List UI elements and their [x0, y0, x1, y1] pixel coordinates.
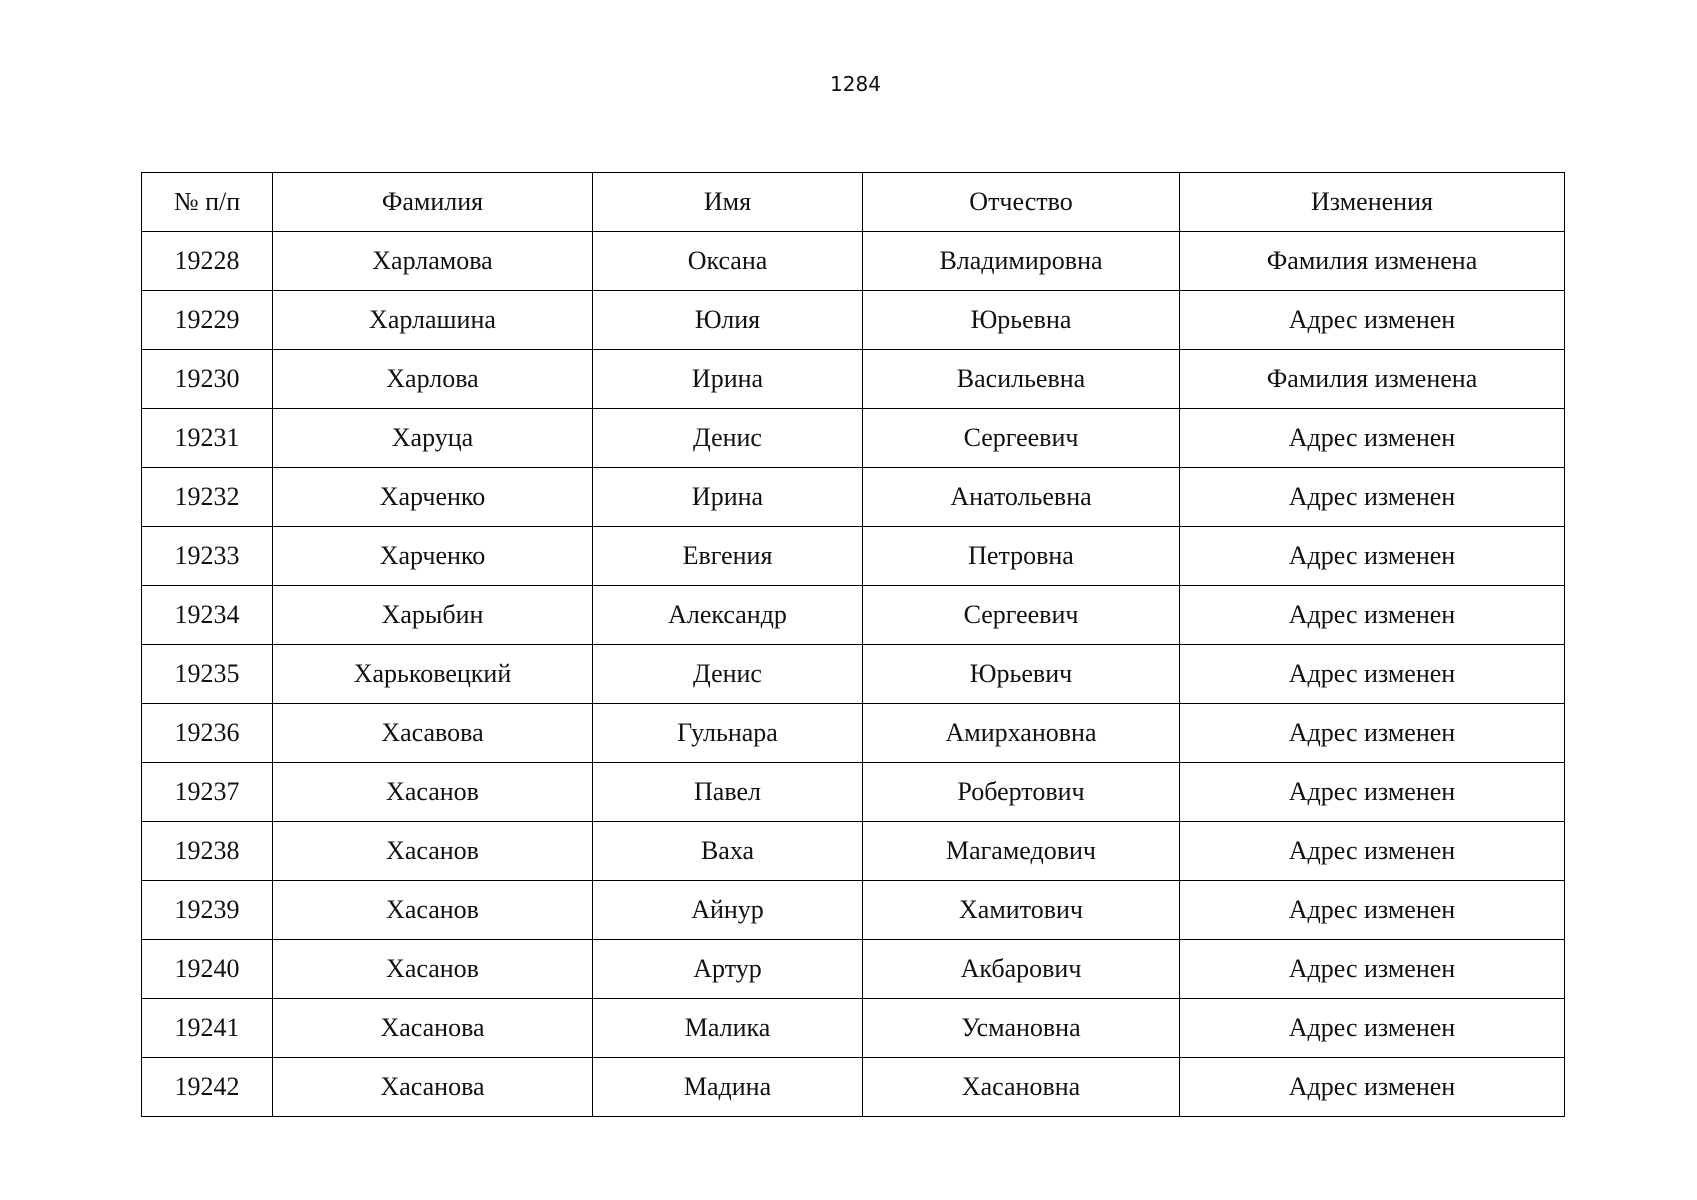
cell-first-name: Мадина [593, 1058, 863, 1117]
cell-patronymic: Владимировна [863, 232, 1180, 291]
cell-patronymic: Магамедович [863, 822, 1180, 881]
table-row [142, 527, 1565, 586]
cell-number: 19233 [142, 527, 273, 586]
cell-patronymic: Амирхановна [863, 704, 1180, 763]
table-row [142, 940, 1565, 999]
cell-changes: Адрес изменен [1180, 586, 1565, 645]
cell-changes: Адрес изменен [1180, 704, 1565, 763]
table-row [142, 881, 1565, 940]
cell-surname: Харченко [273, 468, 593, 527]
header-number: № п/п [142, 173, 273, 232]
table-row [142, 645, 1565, 704]
table-row [142, 822, 1565, 881]
table-row [142, 586, 1565, 645]
cell-number: 19237 [142, 763, 273, 822]
cell-surname: Хасанов [273, 822, 593, 881]
cell-surname: Хасанов [273, 881, 593, 940]
header-row [142, 173, 1565, 232]
cell-changes: Фамилия изменена [1180, 232, 1565, 291]
table-row [142, 1058, 1565, 1117]
table-row [142, 763, 1565, 822]
cell-changes: Адрес изменен [1180, 940, 1565, 999]
table-row [142, 291, 1565, 350]
cell-first-name: Ирина [593, 350, 863, 409]
cell-changes: Адрес изменен [1180, 999, 1565, 1058]
cell-patronymic: Анатольевна [863, 468, 1180, 527]
cell-number: 19228 [142, 232, 273, 291]
header-patronymic: Отчество [863, 173, 1180, 232]
cell-number: 19235 [142, 645, 273, 704]
cell-first-name: Айнур [593, 881, 863, 940]
cell-changes: Адрес изменен [1180, 527, 1565, 586]
cell-number: 19242 [142, 1058, 273, 1117]
cell-first-name: Малика [593, 999, 863, 1058]
cell-surname: Хасанова [273, 999, 593, 1058]
cell-surname: Харуца [273, 409, 593, 468]
cell-first-name: Ваха [593, 822, 863, 881]
cell-first-name: Александр [593, 586, 863, 645]
table-row [142, 409, 1565, 468]
table-row [142, 350, 1565, 409]
cell-first-name: Юлия [593, 291, 863, 350]
cell-first-name: Евгения [593, 527, 863, 586]
cell-changes: Фамилия изменена [1180, 350, 1565, 409]
cell-patronymic: Робертович [863, 763, 1180, 822]
cell-surname: Харлашина [273, 291, 593, 350]
cell-surname: Харлова [273, 350, 593, 409]
cell-surname: Харьковецкий [273, 645, 593, 704]
cell-number: 19231 [142, 409, 273, 468]
cell-changes: Адрес изменен [1180, 291, 1565, 350]
cell-patronymic: Сергеевич [863, 409, 1180, 468]
cell-patronymic: Акбарович [863, 940, 1180, 999]
cell-changes: Адрес изменен [1180, 468, 1565, 527]
cell-changes: Адрес изменен [1180, 881, 1565, 940]
cell-surname: Хасанов [273, 940, 593, 999]
cell-patronymic: Юрьевич [863, 645, 1180, 704]
cell-changes: Адрес изменен [1180, 645, 1565, 704]
header-surname: Фамилия [273, 173, 593, 232]
table-row [142, 704, 1565, 763]
cell-first-name: Оксана [593, 232, 863, 291]
table-row [142, 468, 1565, 527]
cell-first-name: Павел [593, 763, 863, 822]
cell-patronymic: Сергеевич [863, 586, 1180, 645]
table-header [142, 173, 1565, 232]
cell-changes: Адрес изменен [1180, 1058, 1565, 1117]
cell-first-name: Денис [593, 645, 863, 704]
cell-surname: Харламова [273, 232, 593, 291]
cell-number: 19232 [142, 468, 273, 527]
table-row [142, 999, 1565, 1058]
cell-changes: Адрес изменен [1180, 822, 1565, 881]
cell-patronymic: Усмановна [863, 999, 1180, 1058]
cell-patronymic: Хамитович [863, 881, 1180, 940]
table-body [142, 232, 1565, 1117]
table-row [142, 232, 1565, 291]
cell-patronymic: Петровна [863, 527, 1180, 586]
cell-number: 19239 [142, 881, 273, 940]
cell-number: 19229 [142, 291, 273, 350]
cell-patronymic: Васильевна [863, 350, 1180, 409]
cell-first-name: Денис [593, 409, 863, 468]
cell-first-name: Ирина [593, 468, 863, 527]
header-changes: Изменения [1180, 173, 1565, 232]
cell-patronymic: Хасановна [863, 1058, 1180, 1117]
cell-number: 19240 [142, 940, 273, 999]
cell-surname: Хасанова [273, 1058, 593, 1117]
cell-patronymic: Юрьевна [863, 291, 1180, 350]
cell-first-name: Гульнара [593, 704, 863, 763]
header-first-name: Имя [593, 173, 863, 232]
cell-changes: Адрес изменен [1180, 763, 1565, 822]
cell-surname: Харченко [273, 527, 593, 586]
cell-number: 19238 [142, 822, 273, 881]
cell-changes: Адрес изменен [1180, 409, 1565, 468]
cell-number: 19241 [142, 999, 273, 1058]
cell-surname: Харыбин [273, 586, 593, 645]
cell-surname: Хасавова [273, 704, 593, 763]
cell-number: 19234 [142, 586, 273, 645]
register-table [141, 172, 1565, 1117]
cell-number: 19230 [142, 350, 273, 409]
page-number: 1284 [830, 72, 881, 96]
cell-first-name: Артур [593, 940, 863, 999]
cell-number: 19236 [142, 704, 273, 763]
cell-surname: Хасанов [273, 763, 593, 822]
